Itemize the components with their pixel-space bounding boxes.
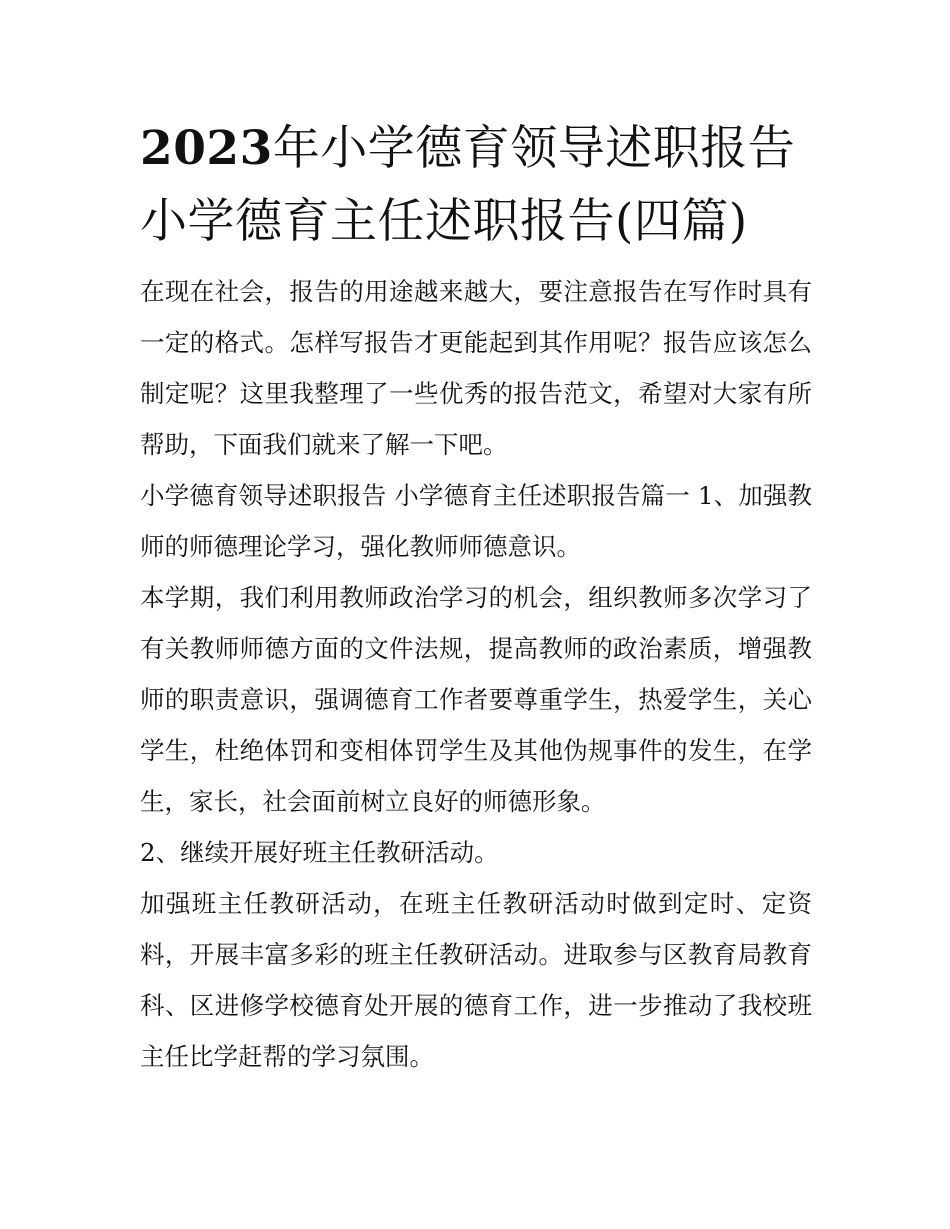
section-heading-paragraph: 小学德育领导述职报告 小学德育主任述职报告篇一 1、加强教师的师德理论学习，强化教师师德意识。	[140, 481, 812, 561]
title-line-2: 小学德育主任述职报告(四篇)	[140, 194, 748, 249]
section-2-heading: 2、继续开展好班主任教研活动。	[140, 838, 499, 867]
intro-paragraph: 在现在社会，报告的用途越来越大，要注意报告在写作时具有一定的格式。怎样写报告才更能起到其作用呢？报告应该怎么制定呢？这里我整理了一些优秀的报告范文，希望对大家有所帮助，下面我们就来了解一下吧。	[140, 277, 812, 459]
title-year: 2023	[140, 121, 273, 176]
title-line-1	[140, 112, 812, 185]
document-body	[140, 112, 812, 1082]
title-line-1-text: 年小学德育领导述职报告	[272, 121, 796, 176]
body-paragraph: 本学期，我们利用教师政治学习的机会，组织教师多次学习了有关教师师德方面的文件法规，提高教师的政治素质，增强教师的职责意识，强调德育工作者要尊重学生，热爱学生，关心学生，杜绝体罚和变相体罚学生及其他伪规事件的发生，在学生，家长，社会面前树立良好的师德形象。	[140, 583, 812, 816]
body-paragraph: 加强班主任教研活动，在班主任教研活动时做到定时、定资料，开展丰富多彩的班主任教研活动。进取参与区教育局教育科、区进修学校德育处开展的德育工作，进一步推动了我校班主任比学赶帮的学习氛围。	[140, 889, 812, 1071]
document-title	[140, 112, 812, 258]
